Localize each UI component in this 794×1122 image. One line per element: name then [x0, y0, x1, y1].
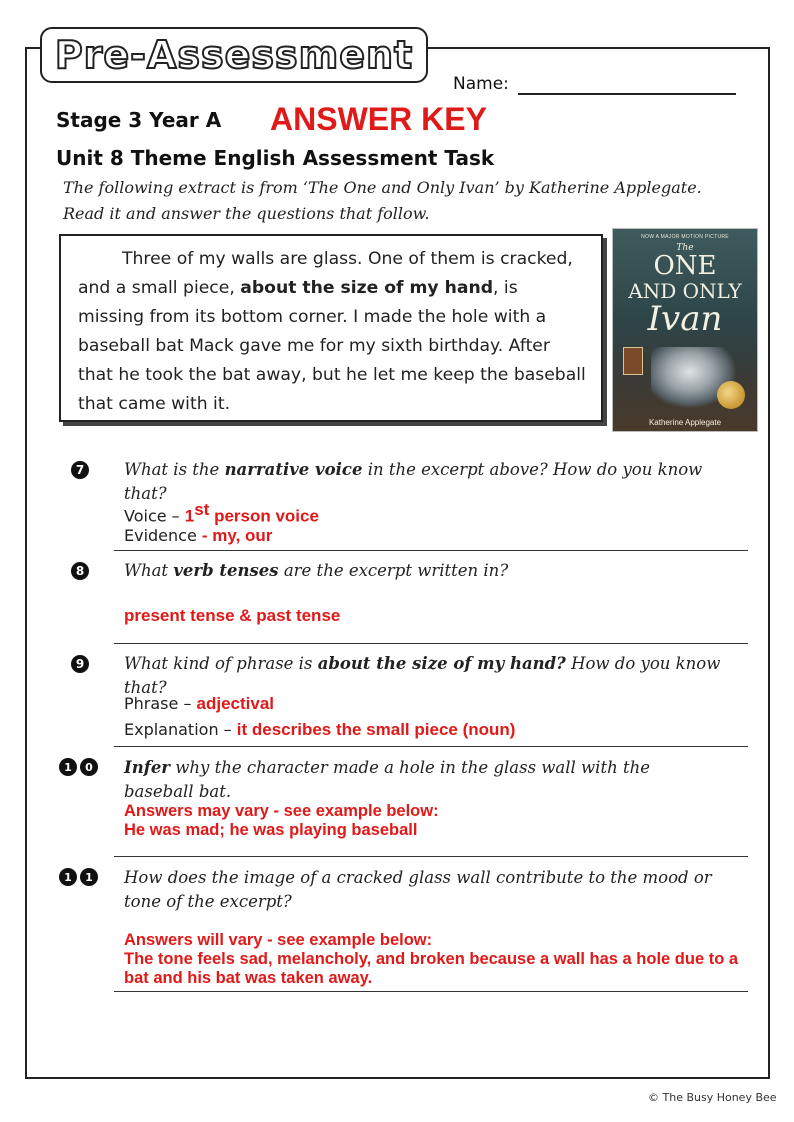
answer-line — [114, 643, 748, 644]
q9-explanation-row — [124, 720, 515, 740]
question-number-10-b: 0 — [80, 758, 98, 776]
q7-voice-answer-prefix: 1 — [184, 506, 195, 526]
question-number-11-a: 1 — [59, 868, 77, 886]
q11-answer-line-1: Answers will vary - see example below: — [124, 931, 433, 949]
q9-phrase-label: Phrase – — [124, 694, 197, 713]
q7-voice-label: Voice – — [124, 506, 185, 526]
question-number-8: 8 — [71, 562, 89, 580]
mini-book-icon — [623, 347, 643, 375]
book-banner: NOW A MAJOR MOTION PICTURE — [641, 234, 729, 240]
q8-answer: present tense & past tense — [124, 606, 341, 625]
question-11-text: How does the image of a cracked glass wall contribute to the mood or tone of the excerpt? — [124, 868, 712, 911]
question-number-10-a: 1 — [59, 758, 77, 776]
q7-post: in the excerpt above? How do you know that? — [124, 460, 703, 503]
answer-line — [114, 550, 748, 551]
stage-label: Stage 3 Year A — [56, 108, 222, 132]
question-10-text — [124, 756, 724, 804]
award-medal-icon — [717, 381, 745, 409]
q10-post: why the character made a hole in the glass wall with the baseball bat. — [124, 758, 650, 801]
name-field-line[interactable] — [518, 93, 736, 95]
passage-before: Three of my walls are glass. One of them is cracked, and a small piece, — [78, 249, 573, 298]
book-title-ivan: Ivan — [647, 299, 723, 339]
passage-bold-phrase: about the size of my hand — [240, 278, 493, 298]
answer-line — [114, 746, 748, 747]
question-8-text — [124, 559, 724, 583]
q10-answer-line-2: He was mad; he was playing baseball — [124, 821, 418, 839]
q8-bold: verb tenses — [173, 561, 279, 580]
book-title-one: ONE — [653, 251, 717, 281]
title-banner — [40, 27, 428, 83]
q7-evidence-row — [124, 526, 272, 546]
question-number-11-b: 1 — [80, 868, 98, 886]
q7-evidence-label: Evidence — [124, 526, 202, 545]
q9-phrase-row — [124, 694, 274, 714]
unit-heading: Unit 8 Theme English Assessment Task — [56, 146, 495, 170]
page-title: Pre-Assessment — [54, 33, 414, 77]
question-number-7: 7 — [71, 461, 89, 479]
q10-answer — [124, 802, 439, 840]
q8-pre: What — [124, 561, 174, 580]
q7-voice-answer: person voice — [209, 506, 319, 526]
q7-evidence-answer: - my, our — [201, 526, 273, 545]
book-author: Katherine Applegate — [648, 418, 722, 427]
q7-voice-row — [124, 500, 319, 526]
q7-voice-answer-sup: st — [194, 500, 210, 519]
name-label: Name: — [453, 74, 509, 94]
q8-post: are the excerpt written in? — [278, 561, 509, 580]
copyright-footer: © The Busy Honey Bee — [648, 1091, 777, 1104]
intro-line-2: Read it and answer the questions that follow. — [63, 204, 430, 223]
q9-bold: about the size of my hand? — [317, 654, 566, 673]
answer-line — [114, 991, 748, 992]
q7-bold: narrative voice — [224, 460, 363, 479]
question-number-9: 9 — [71, 655, 89, 673]
book-title-the: The — [676, 243, 694, 253]
intro-line-1: The following extract is from ‘The One and Only Ivan’ by Katherine Applegate. — [63, 178, 702, 197]
q9-explanation-label: Explanation – — [124, 720, 237, 739]
passage-box — [59, 234, 603, 422]
q9-explanation-answer: it describes the small piece (noun) — [236, 720, 516, 739]
question-9-text — [124, 652, 724, 700]
q11-answer-line-2: The tone feels sad, melancholy, and broken because a wall has a hole due to a bat and his bat was taken away. — [124, 950, 739, 987]
passage-after: , is missing from its bottom corner. I made the hole with a baseball bat Mack gave me for my sixth birthday. After that he took the bat away, but he let me keep the baseball that came with it. — [78, 278, 586, 414]
answer-key-heading: ANSWER KEY — [270, 101, 487, 137]
book-title-and-only: AND ONLY — [628, 279, 742, 303]
q10-answer-line-1: Answers may vary - see example below: — [124, 802, 439, 820]
q11-answer — [124, 931, 744, 988]
q9-post: How do you know that? — [124, 654, 721, 697]
q9-phrase-answer: adjectival — [196, 694, 275, 713]
question-7-text — [124, 458, 724, 506]
passage-text — [78, 245, 587, 419]
book-cover-image — [612, 228, 758, 432]
answer-line — [114, 856, 748, 857]
q10-bold: Infer — [124, 758, 171, 777]
q7-pre: What is the — [124, 460, 225, 479]
q9-pre: What kind of phrase is — [124, 654, 318, 673]
